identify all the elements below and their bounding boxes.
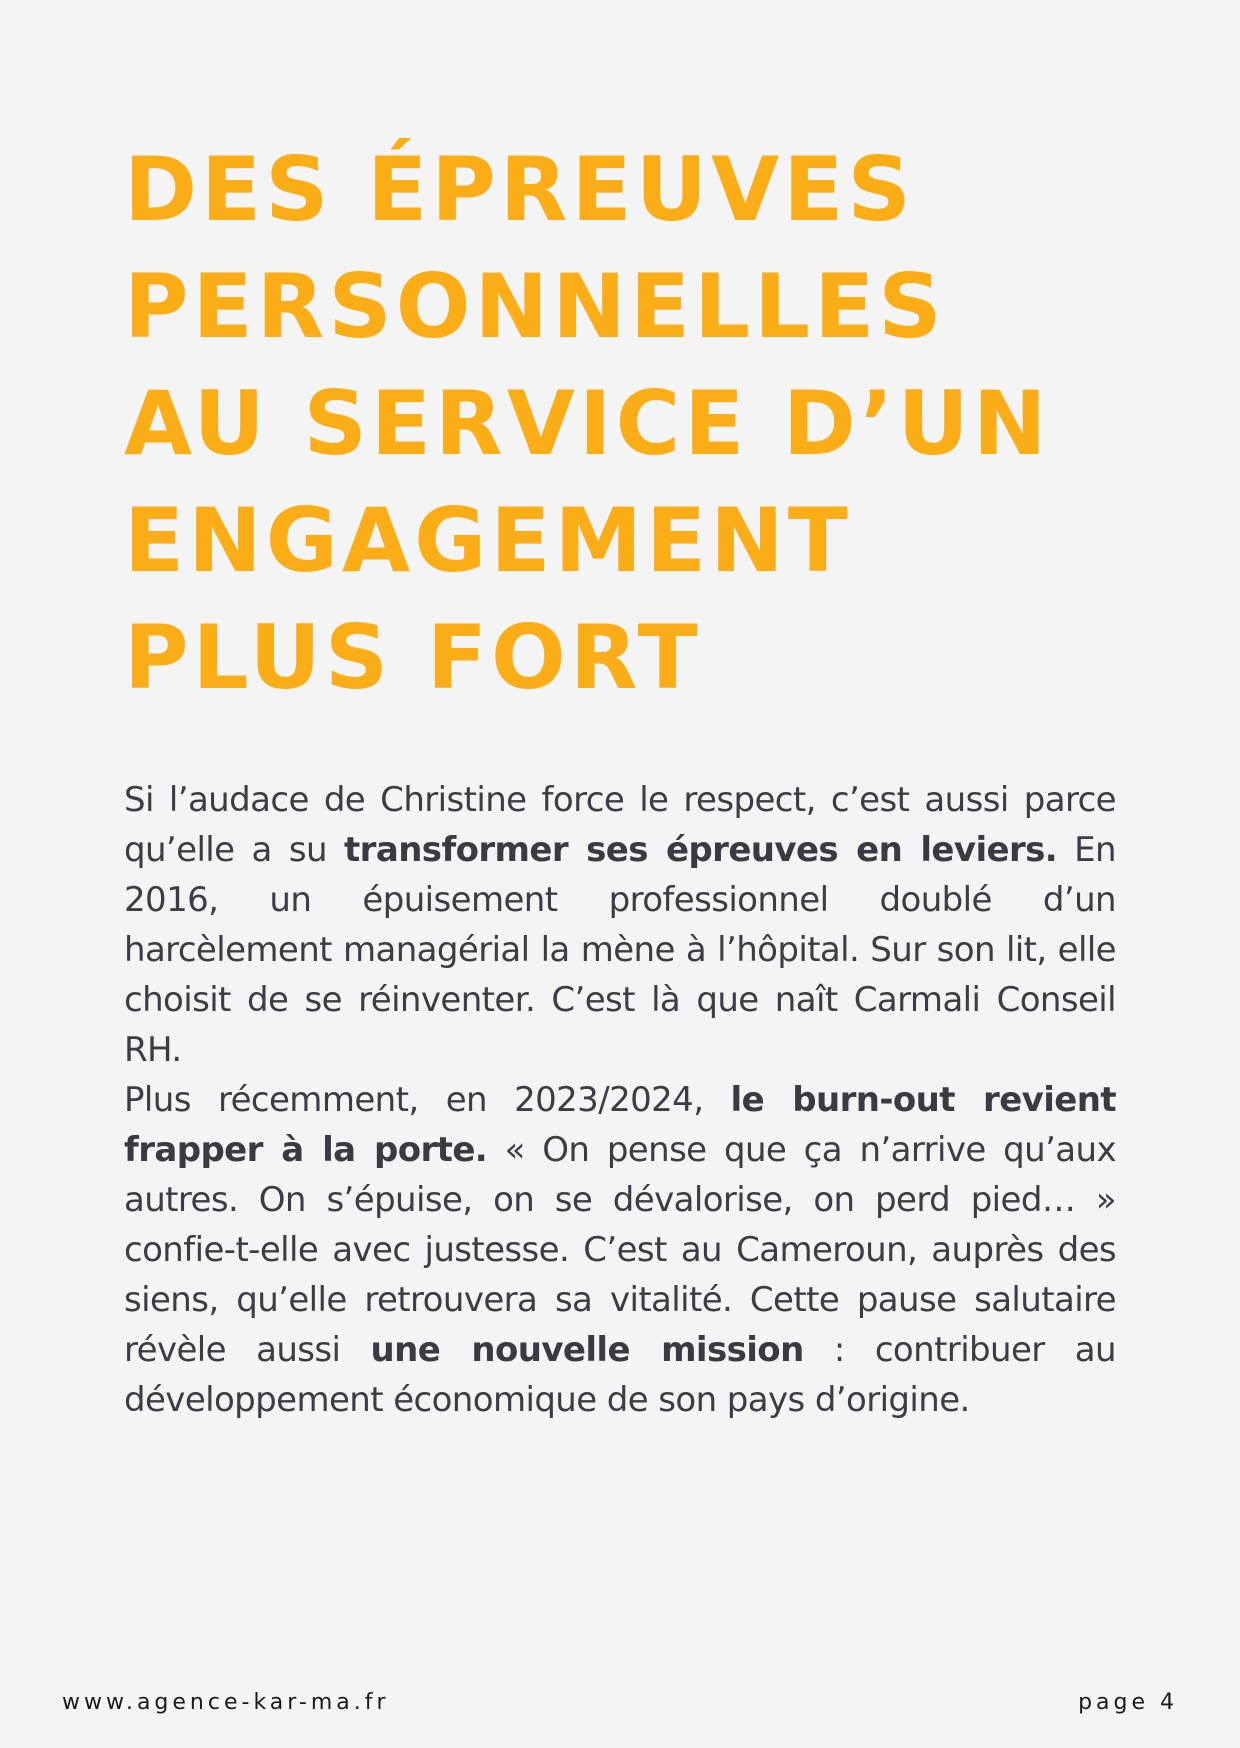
paragraph-2-text-3: : contribuer au développement économique de son pays d’origine. — [124, 1330, 1116, 1420]
title-line-2: PERSONNELLES — [124, 255, 946, 358]
paragraph-1-highlight-1: transformer ses épreuves en leviers. — [344, 830, 1058, 870]
paragraph-2-highlight-1: le burn-out revient frapper à la porte. — [124, 1080, 1116, 1170]
paragraph-1-text-2: En 2016, un épuisement professionnel doublé d’un harcèlement managérial la mène à l’hôpital. Sur son lit, elle choisit de se réinventer. C’est là que naît Carmali Conseil RH. — [124, 830, 1116, 1070]
paragraph-1 — [124, 775, 1116, 1075]
paragraph-2-text-2: « On pense que ça n’arrive qu’aux autres. On s’épuise, on se dévalorise, on perd pied… » confie-t-elle avec justesse. C’est au Cameroun, auprès des siens, qu’elle retrouvera sa vitalité. Cette pause salutaire révèle aussi — [124, 1130, 1117, 1370]
page-title — [124, 131, 1144, 716]
title-line-4: ENGAGEMENT — [124, 489, 852, 592]
paragraph-2-text-1: Plus récemment, en 2023/2024, — [124, 1080, 731, 1120]
title-line-5: PLUS FORT — [124, 606, 702, 709]
footer-website-link[interactable]: www.agence-kar-ma.fr — [62, 1690, 390, 1715]
paragraph-2-highlight-2: une nouvelle mission — [370, 1330, 804, 1370]
title-line-1: DES ÉPREUVES — [124, 138, 915, 241]
page-number: page 4 — [1078, 1690, 1178, 1715]
paragraph-1-text-1: Si l’audace de Christine force le respect, c’est aussi parce qu’elle a su — [124, 780, 1116, 870]
title-line-3: AU SERVICE D’UN — [124, 372, 1051, 475]
paragraph-2 — [124, 1075, 1116, 1425]
article-body — [124, 775, 1116, 1425]
